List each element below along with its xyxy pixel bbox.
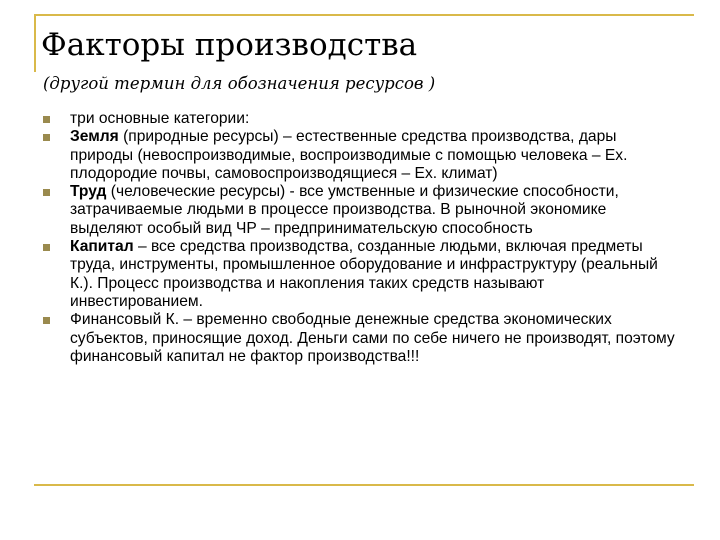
bullet-text: три основные категории:: [70, 110, 250, 127]
bullet-lead: Земля: [70, 128, 119, 146]
bullet-text: [70, 128, 627, 182]
bullet-item-labor: [40, 183, 680, 238]
square-bullet-icon: [43, 244, 50, 251]
square-bullet-icon: [43, 317, 50, 324]
bullet-body: – все средства производства, созданные людьми, включая предметы труда, инструменты, промышленное оборудование и инфраструктуру (реальный К.). Процесс производства и накопления таких средств называют инвестированием.: [70, 238, 658, 310]
bullet-lead: Труд: [70, 183, 107, 201]
bullet-text: [70, 238, 658, 310]
slide-title: Факторы производства: [41, 27, 418, 63]
left-divider: [34, 14, 36, 72]
square-bullet-icon: [43, 134, 50, 141]
bullet-item-categories: [40, 110, 680, 128]
bullet-body: (природные ресурсы) – естественные средства производства, дары природы (невоспроизводимые, воспроизводимые с помощью человека – Ex. плодородие почвы, самовоспроизводящиеся – Ex. климат): [70, 128, 628, 182]
bullet-item-capital: [40, 238, 680, 311]
top-divider: [34, 14, 694, 16]
bullet-item-financial-capital: [40, 311, 680, 366]
bullet-item-land: [40, 128, 680, 183]
bullet-lead: Капитал: [70, 238, 134, 256]
slide-subtitle: (другой термин для обозначения ресурсов ): [43, 74, 436, 93]
bullet-body: (человеческие ресурсы) - все умственные и физические способности, затрачиваемые людьми в процессе производства. В рыночной экономике выделяют особый вид ЧР – предпринимательскую способность: [70, 183, 619, 237]
bullet-text: Финансовый К. – временно свободные денежные средства экономических субъектов, приносящие доход. Деньги сами по себе ничего не производят, поэтому финансовый капитал не фактор производства!!!: [70, 311, 675, 365]
bullet-text: [70, 183, 619, 237]
bullet-list: [40, 110, 680, 366]
square-bullet-icon: [43, 189, 50, 196]
square-bullet-icon: [43, 116, 50, 123]
bottom-divider: [34, 484, 694, 486]
